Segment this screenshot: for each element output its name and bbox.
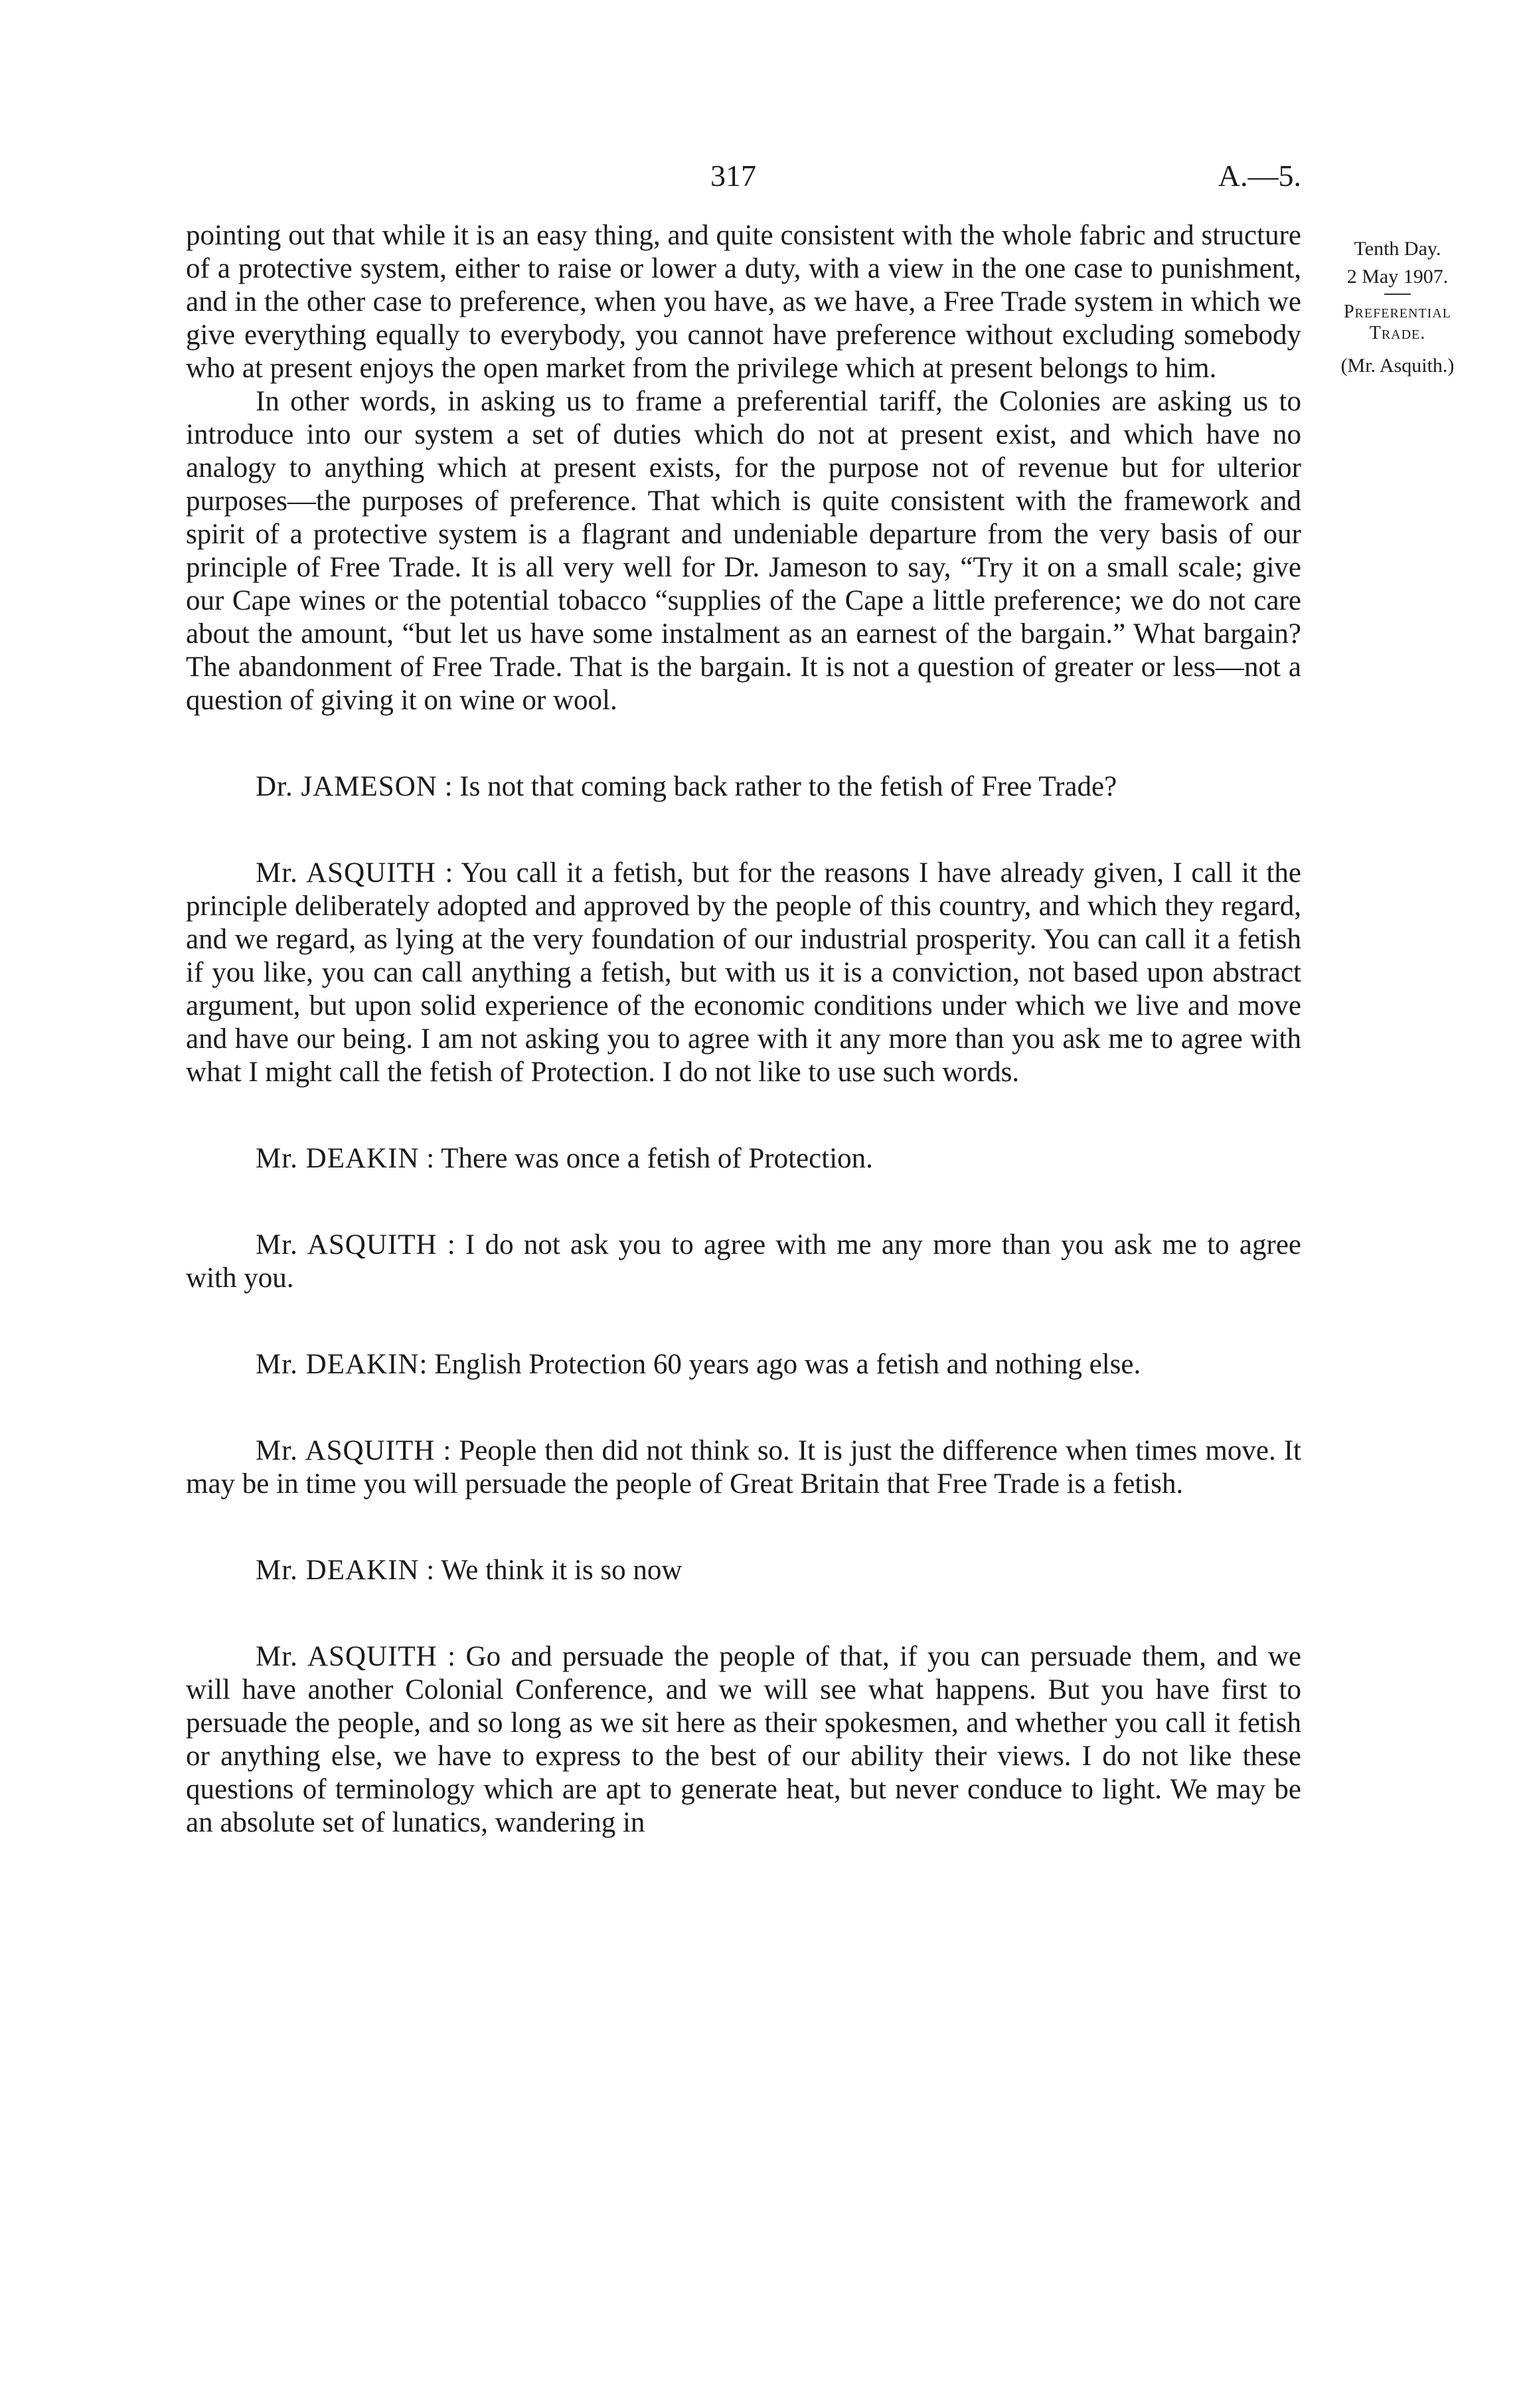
speaker-name: Dr. JAMESON bbox=[256, 771, 438, 802]
speech-asquith: Mr. ASQUITH : Go and persuade the people of that, if you can persuade them, and we will have another Colonial Conference, and we will see what happens. But you have first to persuade the people, and so long as we sit here as their spokesmen, and whether you call it fetish or anything else, we have to express to the best of our ability their views. I do not like these questions of terminology which are apt to generate heat, but never conduce to light. We may be an absolute set of lunatics, wandering in bbox=[186, 1641, 1301, 1838]
speaker-name: Mr. DEAKIN bbox=[256, 1555, 420, 1586]
margin-date: 2 May 1907. bbox=[1346, 266, 1449, 288]
margin-topic: Preferential Trade. bbox=[1343, 301, 1451, 343]
speech-asquith: Mr. ASQUITH : You call it a fetish, but for the reasons I have already given, I call it the principle deliberately adopted and approved by the people of this country, and which they regard, and we regard, as lying at the very foundation of our industrial prosperity. You can call it a fetish if you like, you can call anything a fetish, but with us it is a conviction, not based upon abstract argument, but upon solid experience of the economic conditions under which we live and move and have our being. I am not asking you to agree with it any more than you ask me to agree with what I might call the fetish of Protection. I do not like to use such words. bbox=[186, 857, 1301, 1088]
speech-text: You call it a fetish, but for the reasons I have already given, I call it the principle deliberately adopted and approved by the people of this country, and which they regard, and we regard, as lying at the very foundation of our industrial prosperity. You can call it a fetish if you like, you can call anything a fetish, but with us it is a conviction, not based upon abstract argument, but upon solid experience of the economic conditions under which we live and move and have our being. I am not asking you to agree with it any more than you ask me to agree with what I might call the fetish of Protection. I do not like to use such words. bbox=[186, 857, 1301, 1088]
page-number: 317 bbox=[710, 159, 756, 193]
speaker-name: Mr. ASQUITH bbox=[256, 1435, 436, 1466]
speech-deakin: Mr. DEAKIN : We think it is so now bbox=[256, 1555, 682, 1586]
speech-deakin: Mr. DEAKIN: English Protection 60 years ago was a fetish and nothing else. bbox=[256, 1349, 1141, 1380]
speaker-name: Mr. ASQUITH bbox=[256, 1641, 438, 1672]
speech-text: People then did not think so. It is just the difference when times move. It may be in time you will persuade the people of Great Britain that Free Trade is a fetish. bbox=[186, 1435, 1301, 1500]
speaker-name: Mr. DEAKIN bbox=[256, 1143, 420, 1174]
margin-speaker: (Mr. Asquith.) bbox=[1340, 355, 1455, 377]
speech-asquith: Mr. ASQUITH : People then did not think so. It is just the difference when times move. It may be in time you will persuade the people of Great Britain that Free Trade is a fetish. bbox=[186, 1435, 1301, 1500]
paragraph: In other words, in asking us to frame a preferential tariff, the Colonies are asking us to introduce into our system a set of duties which do not at present exist, and which have no analogy to anything which at present exists, for the purpose not of revenue but for ulterior purposes—the purposes of preference. That which is quite consistent with the framework and spirit of a protective system is a flagrant and undeniable departure from the very basis of our principle of Free Trade. It is all very well for Dr. Jameson to say, “Try it on a small scale; give our Cape wines or the potential tobacco “supplies of the Cape a little preference; we do not care about the amount, “but let us have some instalment as an earnest of the bargain.” What bargain? The abandonment of Free Trade. That is the bargain. It is not a question of greater or less—not a question of giving it on wine or wool. bbox=[186, 386, 1301, 716]
speech-text: I do not ask you to agree with me any more than you ask me to agree with you. bbox=[186, 1229, 1301, 1294]
speech-text: English Protection 60 years ago was a fetish and nothing else. bbox=[434, 1349, 1141, 1380]
margin-note bbox=[1321, 235, 1474, 380]
paragraph: pointing out that while it is an easy thing, and quite consistent with the whole fabric and structure of a protective system, either to raise or lower a duty, with a view in the one case to punishment, and in the other case to preference, when you have, as we have, a Free Trade system in which we give everything equally to everybody, you cannot have preference without excluding somebody who at present enjoys the open market from the privilege which at present belongs to him. bbox=[186, 220, 1301, 384]
speaker-name: Mr. ASQUITH bbox=[256, 857, 436, 889]
speech-text: Is not that coming back rather to the fetish of Free Trade? bbox=[459, 771, 1117, 802]
speech-deakin: Mr. DEAKIN : There was once a fetish of Protection. bbox=[256, 1143, 873, 1174]
speech-asquith: Mr. ASQUITH : I do not ask you to agree with me any more than you ask me to agree with you. bbox=[186, 1229, 1301, 1294]
speech-jameson: Dr. JAMESON : Is not that coming back rather to the fetish of Free Trade? bbox=[256, 771, 1117, 802]
speech-text: Go and persuade the people of that, if you can persuade them, and we will have another Colonial Conference, and we will see what happens. But you have first to persuade the people, and so long as we sit here as their spokesmen, and whether you call it fetish or anything else, we have to express to the best of our ability their views. I do not like these questions of terminology which are apt to generate heat, but never conduce to light. We may be an absolute set of lunatics, wandering in bbox=[186, 1641, 1301, 1838]
speaker-name: Mr. DEAKIN bbox=[256, 1349, 420, 1380]
document-reference: A.—5. bbox=[1218, 159, 1301, 193]
margin-day: Tenth Day. bbox=[1354, 238, 1441, 260]
speech-text: We think it is so now bbox=[441, 1555, 682, 1586]
margin-divider bbox=[1384, 294, 1411, 295]
speaker-name: Mr. ASQUITH bbox=[256, 1229, 438, 1260]
page-header bbox=[186, 158, 1301, 205]
speech-text: There was once a fetish of Protection. bbox=[441, 1143, 873, 1174]
body-text bbox=[186, 219, 1301, 1840]
